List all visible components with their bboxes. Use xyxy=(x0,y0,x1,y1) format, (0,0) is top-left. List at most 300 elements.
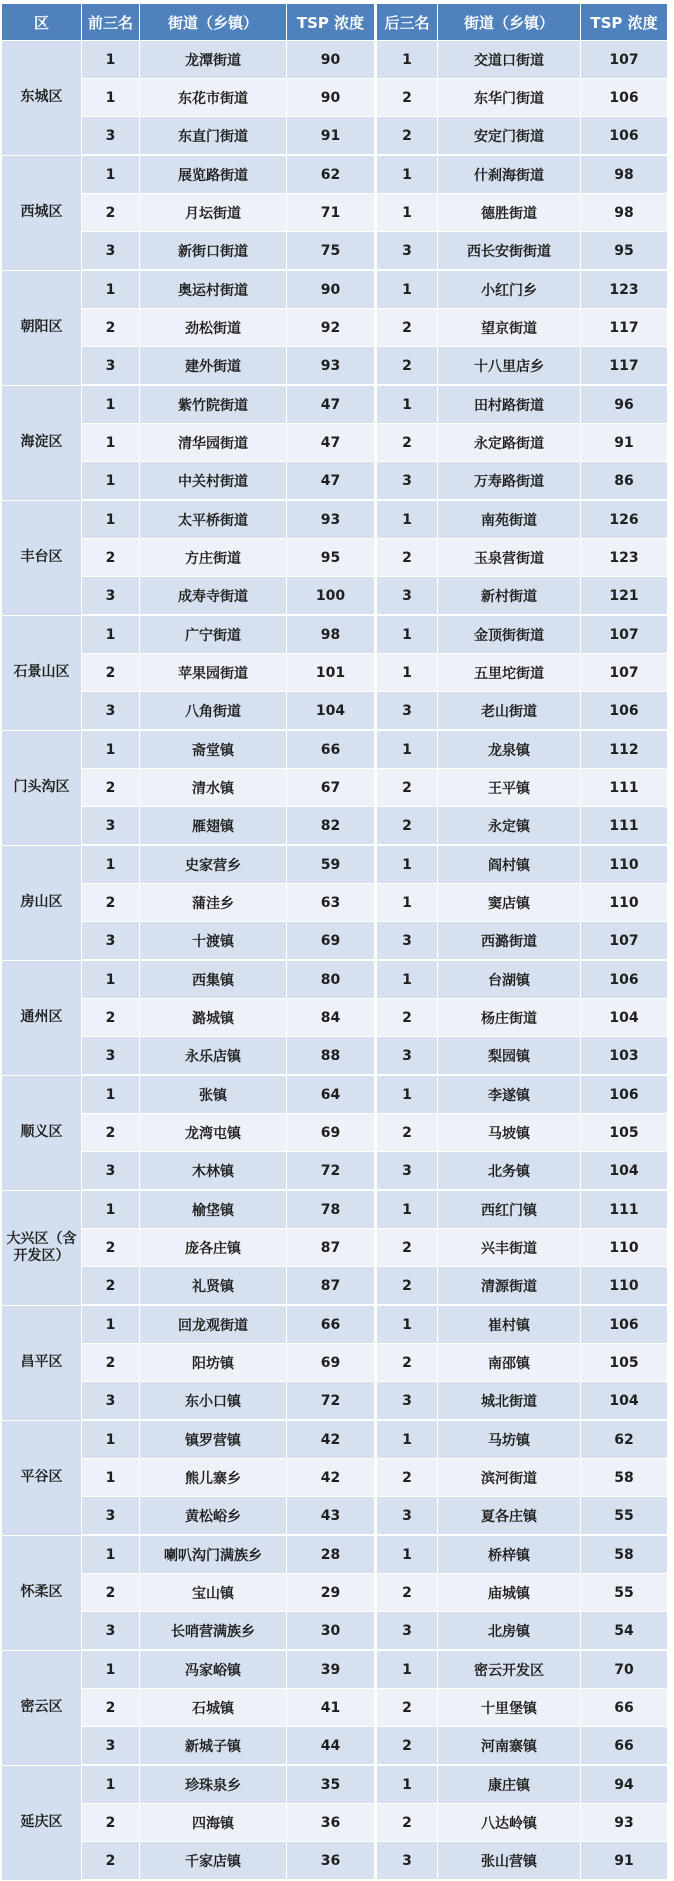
top-tsp-cell: 87 xyxy=(287,1229,376,1267)
top-tsp-cell: 71 xyxy=(287,194,376,232)
top-rank-cell: 3 xyxy=(82,1382,140,1421)
table-row xyxy=(2,500,668,539)
top-rank-cell: 2 xyxy=(82,654,140,692)
district-cell: 怀柔区 xyxy=(2,1535,82,1650)
top-street-cell: 广宁街道 xyxy=(140,615,287,654)
top-rank-cell: 3 xyxy=(82,232,140,271)
bottom-tsp-cell: 95 xyxy=(581,232,668,271)
top-tsp-cell: 90 xyxy=(287,79,376,117)
bottom-street-cell: 田村路街道 xyxy=(438,385,581,424)
bottom-rank-cell: 1 xyxy=(376,1420,438,1459)
table-row xyxy=(2,385,668,424)
bottom-tsp-cell: 54 xyxy=(581,1612,668,1651)
top-rank-cell: 2 xyxy=(82,1842,140,1881)
top-tsp-cell: 30 xyxy=(287,1612,376,1651)
bottom-street-cell: 康庄镇 xyxy=(438,1765,581,1804)
bottom-tsp-cell: 107 xyxy=(581,41,668,79)
bottom-street-cell: 崔村镇 xyxy=(438,1305,581,1344)
district-cell: 朝阳区 xyxy=(2,270,82,385)
bottom-tsp-cell: 106 xyxy=(581,1305,668,1344)
top-street-cell: 月坛街道 xyxy=(140,194,287,232)
table-row xyxy=(2,1037,668,1076)
bottom-street-cell: 八达岭镇 xyxy=(438,1804,581,1842)
table-row xyxy=(2,654,668,692)
district-cell: 延庆区 xyxy=(2,1765,82,1880)
top-tsp-cell: 47 xyxy=(287,385,376,424)
top-rank-cell: 3 xyxy=(82,577,140,616)
top-rank-cell: 1 xyxy=(82,1305,140,1344)
top-tsp-cell: 93 xyxy=(287,500,376,539)
header-top-rank: 前三名 xyxy=(82,4,140,41)
top-rank-cell: 1 xyxy=(82,79,140,117)
top-rank-cell: 3 xyxy=(82,117,140,156)
top-tsp-cell: 82 xyxy=(287,807,376,846)
table-row xyxy=(2,1190,668,1229)
bottom-street-cell: 德胜街道 xyxy=(438,194,581,232)
top-rank-cell: 1 xyxy=(82,1420,140,1459)
top-rank-cell: 1 xyxy=(82,155,140,194)
top-street-cell: 熊儿寨乡 xyxy=(140,1459,287,1497)
bottom-street-cell: 马坡镇 xyxy=(438,1114,581,1152)
top-street-cell: 千家店镇 xyxy=(140,1842,287,1881)
bottom-tsp-cell: 107 xyxy=(581,922,668,961)
bottom-rank-cell: 2 xyxy=(376,1804,438,1842)
top-tsp-cell: 90 xyxy=(287,270,376,309)
district-cell: 房山区 xyxy=(2,845,82,960)
bottom-tsp-cell: 110 xyxy=(581,845,668,884)
top-rank-cell: 1 xyxy=(82,1650,140,1689)
bottom-street-cell: 永定镇 xyxy=(438,807,581,846)
bottom-rank-cell: 1 xyxy=(376,385,438,424)
top-rank-cell: 1 xyxy=(82,1190,140,1229)
district-cell: 西城区 xyxy=(2,155,82,270)
top-rank-cell: 3 xyxy=(82,807,140,846)
table-row xyxy=(2,1305,668,1344)
table-row xyxy=(2,1804,668,1842)
table-row xyxy=(2,577,668,616)
bottom-tsp-cell: 121 xyxy=(581,577,668,616)
top-street-cell: 展览路街道 xyxy=(140,155,287,194)
district-cell: 昌平区 xyxy=(2,1305,82,1420)
bottom-tsp-cell: 106 xyxy=(581,117,668,156)
bottom-tsp-cell: 106 xyxy=(581,692,668,731)
top-rank-cell: 1 xyxy=(82,1075,140,1114)
bottom-street-cell: 安定门街道 xyxy=(438,117,581,156)
bottom-tsp-cell: 106 xyxy=(581,960,668,999)
bottom-rank-cell: 3 xyxy=(376,1382,438,1421)
bottom-street-cell: 老山街道 xyxy=(438,692,581,731)
top-street-cell: 太平桥街道 xyxy=(140,500,287,539)
bottom-tsp-cell: 110 xyxy=(581,1229,668,1267)
top-rank-cell: 3 xyxy=(82,1152,140,1191)
top-street-cell: 斋堂镇 xyxy=(140,730,287,769)
bottom-rank-cell: 3 xyxy=(376,1842,438,1881)
bottom-rank-cell: 2 xyxy=(376,1689,438,1727)
bottom-rank-cell: 2 xyxy=(376,999,438,1037)
top-tsp-cell: 63 xyxy=(287,884,376,922)
top-street-cell: 奥运村街道 xyxy=(140,270,287,309)
top-tsp-cell: 29 xyxy=(287,1574,376,1612)
table-row xyxy=(2,1765,668,1804)
bottom-street-cell: 西潞街道 xyxy=(438,922,581,961)
top-tsp-cell: 92 xyxy=(287,309,376,347)
bottom-tsp-cell: 55 xyxy=(581,1574,668,1612)
bottom-tsp-cell: 117 xyxy=(581,347,668,386)
top-tsp-cell: 80 xyxy=(287,960,376,999)
bottom-street-cell: 夏各庄镇 xyxy=(438,1497,581,1536)
top-tsp-cell: 84 xyxy=(287,999,376,1037)
bottom-street-cell: 台湖镇 xyxy=(438,960,581,999)
bottom-tsp-cell: 93 xyxy=(581,1804,668,1842)
table-body xyxy=(2,41,668,1881)
top-street-cell: 镇罗营镇 xyxy=(140,1420,287,1459)
top-street-cell: 东花市街道 xyxy=(140,79,287,117)
bottom-rank-cell: 1 xyxy=(376,500,438,539)
bottom-street-cell: 张山营镇 xyxy=(438,1842,581,1881)
bottom-rank-cell: 3 xyxy=(376,462,438,501)
top-street-cell: 东小口镇 xyxy=(140,1382,287,1421)
top-tsp-cell: 78 xyxy=(287,1190,376,1229)
bottom-rank-cell: 1 xyxy=(376,845,438,884)
top-tsp-cell: 36 xyxy=(287,1804,376,1842)
top-tsp-cell: 47 xyxy=(287,462,376,501)
top-street-cell: 龙湾屯镇 xyxy=(140,1114,287,1152)
top-street-cell: 珍珠泉乡 xyxy=(140,1765,287,1804)
bottom-street-cell: 东华门街道 xyxy=(438,79,581,117)
table-row xyxy=(2,347,668,386)
table-row xyxy=(2,1420,668,1459)
top-rank-cell: 1 xyxy=(82,1459,140,1497)
bottom-street-cell: 十八里店乡 xyxy=(438,347,581,386)
bottom-tsp-cell: 126 xyxy=(581,500,668,539)
bottom-tsp-cell: 96 xyxy=(581,385,668,424)
table-row xyxy=(2,462,668,501)
district-cell: 密云区 xyxy=(2,1650,82,1765)
bottom-rank-cell: 2 xyxy=(376,79,438,117)
top-rank-cell: 1 xyxy=(82,1765,140,1804)
bottom-street-cell: 龙泉镇 xyxy=(438,730,581,769)
top-tsp-cell: 90 xyxy=(287,41,376,79)
top-rank-cell: 2 xyxy=(82,539,140,577)
table-row xyxy=(2,884,668,922)
bottom-rank-cell: 2 xyxy=(376,309,438,347)
top-rank-cell: 2 xyxy=(82,1114,140,1152)
bottom-tsp-cell: 123 xyxy=(581,270,668,309)
table-row xyxy=(2,960,668,999)
top-street-cell: 清水镇 xyxy=(140,769,287,807)
bottom-street-cell: 滨河街道 xyxy=(438,1459,581,1497)
bottom-street-cell: 什刹海街道 xyxy=(438,155,581,194)
top-street-cell: 宝山镇 xyxy=(140,1574,287,1612)
header-row xyxy=(2,4,668,41)
top-street-cell: 石城镇 xyxy=(140,1689,287,1727)
bottom-street-cell: 永定路街道 xyxy=(438,424,581,462)
bottom-street-cell: 十里堡镇 xyxy=(438,1689,581,1727)
bottom-street-cell: 杨庄街道 xyxy=(438,999,581,1037)
bottom-tsp-cell: 66 xyxy=(581,1727,668,1766)
bottom-street-cell: 兴丰街道 xyxy=(438,1229,581,1267)
bottom-rank-cell: 2 xyxy=(376,1114,438,1152)
bottom-tsp-cell: 62 xyxy=(581,1420,668,1459)
table-row xyxy=(2,922,668,961)
bottom-street-cell: 阎村镇 xyxy=(438,845,581,884)
top-rank-cell: 2 xyxy=(82,309,140,347)
district-cell: 通州区 xyxy=(2,960,82,1075)
bottom-street-cell: 西长安街街道 xyxy=(438,232,581,271)
table-header xyxy=(2,4,668,41)
top-tsp-cell: 35 xyxy=(287,1765,376,1804)
top-rank-cell: 2 xyxy=(82,1344,140,1382)
top-tsp-cell: 44 xyxy=(287,1727,376,1766)
bottom-tsp-cell: 107 xyxy=(581,654,668,692)
bottom-tsp-cell: 104 xyxy=(581,1152,668,1191)
top-rank-cell: 1 xyxy=(82,960,140,999)
top-tsp-cell: 69 xyxy=(287,922,376,961)
top-rank-cell: 1 xyxy=(82,615,140,654)
bottom-street-cell: 西红门镇 xyxy=(438,1190,581,1229)
header-bottom-rank: 后三名 xyxy=(376,4,438,41)
top-street-cell: 木林镇 xyxy=(140,1152,287,1191)
bottom-rank-cell: 3 xyxy=(376,1037,438,1076)
bottom-street-cell: 交道口街道 xyxy=(438,41,581,79)
bottom-street-cell: 南邵镇 xyxy=(438,1344,581,1382)
header-top-tsp: TSP 浓度 xyxy=(287,4,376,41)
top-rank-cell: 3 xyxy=(82,1037,140,1076)
top-rank-cell: 2 xyxy=(82,194,140,232)
bottom-rank-cell: 1 xyxy=(376,1535,438,1574)
table-row xyxy=(2,769,668,807)
district-cell: 海淀区 xyxy=(2,385,82,500)
bottom-rank-cell: 3 xyxy=(376,922,438,961)
top-tsp-cell: 101 xyxy=(287,654,376,692)
top-street-cell: 回龙观街道 xyxy=(140,1305,287,1344)
bottom-rank-cell: 2 xyxy=(376,424,438,462)
top-rank-cell: 1 xyxy=(82,385,140,424)
top-street-cell: 冯家峪镇 xyxy=(140,1650,287,1689)
bottom-rank-cell: 1 xyxy=(376,194,438,232)
bottom-rank-cell: 2 xyxy=(376,1574,438,1612)
bottom-tsp-cell: 105 xyxy=(581,1114,668,1152)
bottom-tsp-cell: 91 xyxy=(581,1842,668,1881)
top-street-cell: 张镇 xyxy=(140,1075,287,1114)
top-tsp-cell: 47 xyxy=(287,424,376,462)
top-street-cell: 紫竹院街道 xyxy=(140,385,287,424)
top-rank-cell: 1 xyxy=(82,270,140,309)
bottom-rank-cell: 3 xyxy=(376,1152,438,1191)
top-rank-cell: 2 xyxy=(82,1574,140,1612)
header-bottom-street: 街道（乡镇） xyxy=(438,4,581,41)
header-top-street: 街道（乡镇） xyxy=(140,4,287,41)
top-rank-cell: 2 xyxy=(82,769,140,807)
bottom-street-cell: 河南寨镇 xyxy=(438,1727,581,1766)
bottom-street-cell: 王平镇 xyxy=(438,769,581,807)
bottom-rank-cell: 2 xyxy=(376,807,438,846)
table-row xyxy=(2,79,668,117)
table-row xyxy=(2,1459,668,1497)
top-street-cell: 十渡镇 xyxy=(140,922,287,961)
top-rank-cell: 2 xyxy=(82,1804,140,1842)
bottom-tsp-cell: 105 xyxy=(581,1344,668,1382)
table-row xyxy=(2,41,668,79)
table-row xyxy=(2,999,668,1037)
bottom-rank-cell: 1 xyxy=(376,615,438,654)
top-tsp-cell: 69 xyxy=(287,1344,376,1382)
bottom-rank-cell: 2 xyxy=(376,1229,438,1267)
top-tsp-cell: 100 xyxy=(287,577,376,616)
top-rank-cell: 1 xyxy=(82,424,140,462)
top-street-cell: 清华园街道 xyxy=(140,424,287,462)
bottom-rank-cell: 1 xyxy=(376,1650,438,1689)
top-street-cell: 喇叭沟门满族乡 xyxy=(140,1535,287,1574)
bottom-street-cell: 五里坨街道 xyxy=(438,654,581,692)
top-rank-cell: 1 xyxy=(82,845,140,884)
top-tsp-cell: 95 xyxy=(287,539,376,577)
bottom-street-cell: 北务镇 xyxy=(438,1152,581,1191)
bottom-street-cell: 城北街道 xyxy=(438,1382,581,1421)
top-street-cell: 黄松峪乡 xyxy=(140,1497,287,1536)
bottom-rank-cell: 1 xyxy=(376,1190,438,1229)
bottom-rank-cell: 2 xyxy=(376,1344,438,1382)
bottom-tsp-cell: 58 xyxy=(581,1535,668,1574)
bottom-rank-cell: 2 xyxy=(376,539,438,577)
bottom-rank-cell: 3 xyxy=(376,577,438,616)
table-row xyxy=(2,1650,668,1689)
table-row xyxy=(2,270,668,309)
district-cell: 门头沟区 xyxy=(2,730,82,845)
top-rank-cell: 1 xyxy=(82,730,140,769)
bottom-street-cell: 李遂镇 xyxy=(438,1075,581,1114)
bottom-street-cell: 南苑街道 xyxy=(438,500,581,539)
top-tsp-cell: 66 xyxy=(287,730,376,769)
table-row xyxy=(2,1114,668,1152)
table-row xyxy=(2,117,668,156)
bottom-street-cell: 金顶街街道 xyxy=(438,615,581,654)
table-row xyxy=(2,1075,668,1114)
table-row xyxy=(2,1842,668,1881)
table-row xyxy=(2,1267,668,1306)
top-rank-cell: 1 xyxy=(82,41,140,79)
bottom-tsp-cell: 111 xyxy=(581,807,668,846)
top-tsp-cell: 72 xyxy=(287,1152,376,1191)
top-street-cell: 建外街道 xyxy=(140,347,287,386)
bottom-rank-cell: 2 xyxy=(376,347,438,386)
top-rank-cell: 2 xyxy=(82,999,140,1037)
table-row xyxy=(2,845,668,884)
top-rank-cell: 1 xyxy=(82,1535,140,1574)
top-tsp-cell: 98 xyxy=(287,615,376,654)
table-row xyxy=(2,692,668,731)
bottom-tsp-cell: 58 xyxy=(581,1459,668,1497)
top-tsp-cell: 42 xyxy=(287,1420,376,1459)
bottom-rank-cell: 3 xyxy=(376,232,438,271)
table-row xyxy=(2,1497,668,1536)
bottom-street-cell: 马坊镇 xyxy=(438,1420,581,1459)
bottom-street-cell: 桥梓镇 xyxy=(438,1535,581,1574)
bottom-tsp-cell: 70 xyxy=(581,1650,668,1689)
top-tsp-cell: 41 xyxy=(287,1689,376,1727)
table-row xyxy=(2,1382,668,1421)
bottom-tsp-cell: 111 xyxy=(581,1190,668,1229)
bottom-street-cell: 清源街道 xyxy=(438,1267,581,1306)
bottom-tsp-cell: 55 xyxy=(581,1497,668,1536)
header-bottom-tsp: TSP 浓度 xyxy=(581,4,668,41)
table-row xyxy=(2,1689,668,1727)
top-rank-cell: 2 xyxy=(82,884,140,922)
top-tsp-cell: 67 xyxy=(287,769,376,807)
bottom-tsp-cell: 106 xyxy=(581,79,668,117)
bottom-rank-cell: 3 xyxy=(376,1612,438,1651)
bottom-street-cell: 新村街道 xyxy=(438,577,581,616)
bottom-tsp-cell: 111 xyxy=(581,769,668,807)
bottom-rank-cell: 1 xyxy=(376,1765,438,1804)
bottom-tsp-cell: 66 xyxy=(581,1689,668,1727)
bottom-tsp-cell: 98 xyxy=(581,155,668,194)
top-street-cell: 西集镇 xyxy=(140,960,287,999)
top-street-cell: 劲松街道 xyxy=(140,309,287,347)
top-rank-cell: 3 xyxy=(82,692,140,731)
bottom-rank-cell: 3 xyxy=(376,692,438,731)
bottom-street-cell: 望京街道 xyxy=(438,309,581,347)
bottom-rank-cell: 2 xyxy=(376,769,438,807)
bottom-tsp-cell: 106 xyxy=(581,1075,668,1114)
top-tsp-cell: 39 xyxy=(287,1650,376,1689)
top-tsp-cell: 88 xyxy=(287,1037,376,1076)
bottom-tsp-cell: 86 xyxy=(581,462,668,501)
top-rank-cell: 3 xyxy=(82,347,140,386)
top-tsp-cell: 62 xyxy=(287,155,376,194)
top-rank-cell: 3 xyxy=(82,922,140,961)
top-rank-cell: 3 xyxy=(82,1612,140,1651)
top-street-cell: 雁翅镇 xyxy=(140,807,287,846)
top-street-cell: 蒲洼乡 xyxy=(140,884,287,922)
bottom-street-cell: 庙城镇 xyxy=(438,1574,581,1612)
bottom-tsp-cell: 110 xyxy=(581,884,668,922)
bottom-rank-cell: 1 xyxy=(376,1075,438,1114)
bottom-rank-cell: 1 xyxy=(376,155,438,194)
bottom-tsp-cell: 91 xyxy=(581,424,668,462)
bottom-rank-cell: 2 xyxy=(376,1727,438,1766)
table-row xyxy=(2,539,668,577)
table-row xyxy=(2,155,668,194)
district-cell: 平谷区 xyxy=(2,1420,82,1535)
bottom-rank-cell: 1 xyxy=(376,1305,438,1344)
top-street-cell: 阳坊镇 xyxy=(140,1344,287,1382)
bottom-tsp-cell: 112 xyxy=(581,730,668,769)
bottom-tsp-cell: 104 xyxy=(581,1382,668,1421)
top-rank-cell: 3 xyxy=(82,1497,140,1536)
bottom-tsp-cell: 103 xyxy=(581,1037,668,1076)
top-tsp-cell: 36 xyxy=(287,1842,376,1881)
district-cell: 丰台区 xyxy=(2,500,82,615)
top-street-cell: 苹果园街道 xyxy=(140,654,287,692)
bottom-rank-cell: 1 xyxy=(376,884,438,922)
bottom-rank-cell: 1 xyxy=(376,730,438,769)
top-tsp-cell: 59 xyxy=(287,845,376,884)
table-row xyxy=(2,194,668,232)
bottom-street-cell: 小红门乡 xyxy=(438,270,581,309)
bottom-rank-cell: 1 xyxy=(376,960,438,999)
bottom-street-cell: 玉泉营街道 xyxy=(438,539,581,577)
top-street-cell: 龙潭街道 xyxy=(140,41,287,79)
top-street-cell: 新城子镇 xyxy=(140,1727,287,1766)
top-street-cell: 东直门街道 xyxy=(140,117,287,156)
table-row xyxy=(2,615,668,654)
top-tsp-cell: 91 xyxy=(287,117,376,156)
top-street-cell: 庞各庄镇 xyxy=(140,1229,287,1267)
top-tsp-cell: 69 xyxy=(287,1114,376,1152)
top-rank-cell: 1 xyxy=(82,462,140,501)
top-tsp-cell: 43 xyxy=(287,1497,376,1536)
